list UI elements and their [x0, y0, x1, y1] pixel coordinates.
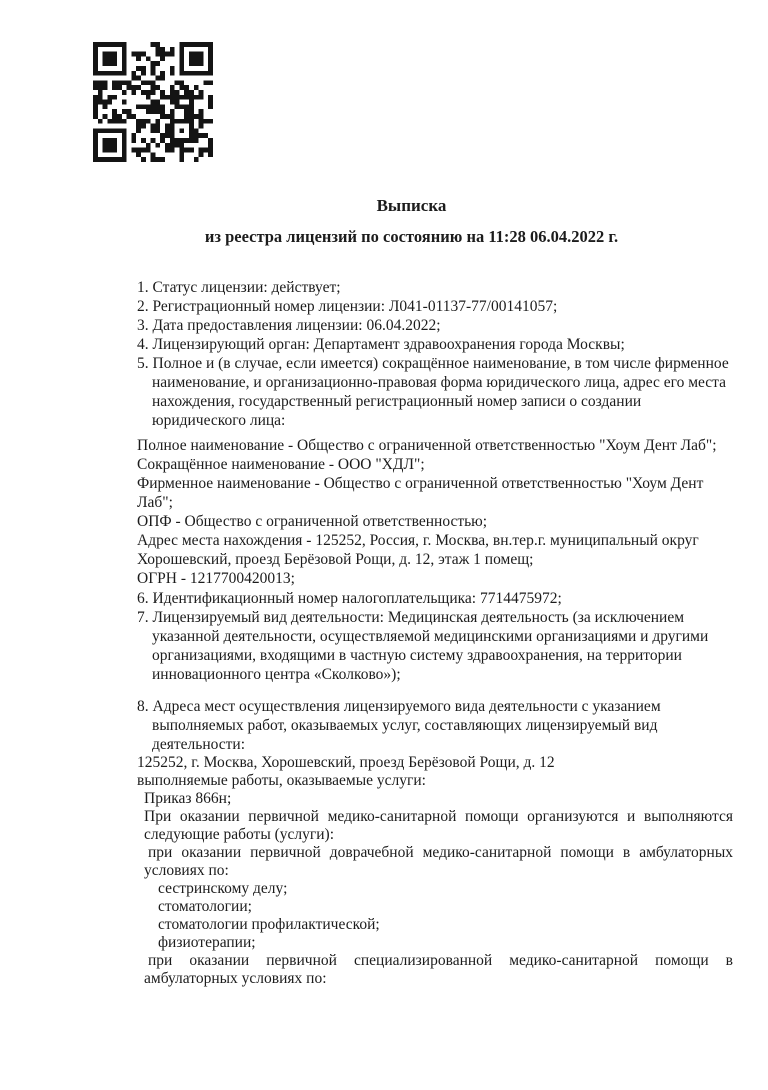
specialized-care-paragraph: при оказании первичной специализированной медико-санитарной помощи в амбулаторных условиях по:	[144, 952, 733, 987]
item-number: 7.	[137, 609, 149, 626]
org-detail-line-legal-form: ОПФ - Общество с ограниченной ответственностью;	[137, 513, 488, 530]
org-details-block	[137, 436, 733, 588]
service-item-preventive-dentistry: стоматологии профилактической;	[158, 916, 380, 933]
item-activity-addresses	[137, 697, 733, 754]
item-number: 5.	[137, 355, 149, 372]
item-grant-date	[137, 316, 733, 335]
item-number: 2.	[137, 298, 149, 315]
address-works-section	[137, 754, 733, 988]
item-text: Полное и (в случае, если имеется) сокращённое наименование, в том числе фирменное наименование, и организационно-правовая форма юридического лица, адрес его места нахождения, государственный регистрационный номер записи о создании юридического лица:	[152, 355, 729, 429]
works-services-heading: выполняемые работы, оказываемые услуги:	[137, 772, 426, 789]
item-number: 1.	[137, 279, 149, 296]
item-license-status	[137, 278, 733, 297]
item-text: Лицензирующий орган: Департамент здравоохранения города Москвы;	[152, 336, 625, 353]
org-detail-line-short-name: Сокращённое наименование - ООО "ХДЛ";	[137, 456, 425, 473]
service-item-physiotherapy: физиотерапии;	[158, 934, 256, 951]
item-text: Дата предоставления лицензии: 06.04.2022;	[152, 317, 441, 334]
org-detail-line-address: Адрес места нахождения - 125252, Россия, г. Москва, вн.тер.г. муниципальный округ	[137, 532, 699, 549]
service-item-dentistry: стоматологии;	[158, 898, 252, 915]
primary-care-paragraph: При оказании первичной медико-санитарной помощи организуются и выполняются следующие работы (услуги):	[144, 808, 733, 843]
item-text: Идентификационный номер налогоплательщика: 7714475972;	[152, 590, 562, 607]
item-text: Лицензируемый вид деятельности: Медицинская деятельность (за исключением указанной деятельности, осуществляемой медицинскими организациями и другими организациями, входящими в частную систему здравоохранения, на территории инновационного центра «Сколково»);	[152, 609, 709, 683]
document-title: Выписка	[376, 196, 447, 215]
item-number: 6.	[137, 590, 149, 607]
item-licensed-activity	[137, 608, 733, 684]
item-number: 3.	[137, 317, 149, 334]
item-licensing-authority	[137, 335, 733, 354]
org-detail-line-brand-name-cont: Лаб";	[137, 494, 173, 511]
item-number: 4.	[137, 336, 149, 353]
order-reference: Приказ 866н;	[144, 790, 232, 807]
item-text: Статус лицензии: действует;	[152, 279, 341, 296]
org-detail-line-full-name: Полное наименование - Общество с ограниченной ответственностью "Хоум Дент Лаб";	[137, 437, 717, 454]
item-taxpayer-number	[137, 589, 733, 608]
item-number: 8.	[137, 698, 149, 715]
license-address-line: 125252, г. Москва, Хорошевский, проезд Берёзовой Рощи, д. 12	[137, 754, 555, 771]
prehospital-care-paragraph: при оказании первичной доврачебной медико-санитарной помощи в амбулаторных условиях по:	[144, 844, 733, 879]
org-detail-line-brand-name: Фирменное наименование - Общество с ограниченной ответственностью "Хоум Дент	[137, 475, 704, 492]
document-body	[137, 278, 733, 988]
org-detail-line-ogrn: ОГРН - 1217700420013;	[137, 570, 295, 587]
org-detail-line-address-cont: Хорошевский, проезд Берёзовой Рощи, д. 12, этаж 1 помещ;	[137, 551, 534, 568]
document-subtitle: из реестра лицензий по состоянию на 11:28 06.04.2022 г.	[204, 227, 619, 246]
service-item-nursing: сестринскому делу;	[158, 880, 288, 897]
item-registration-number	[137, 297, 733, 316]
license-extract	[90, 195, 733, 988]
item-text: Адреса мест осуществления лицензируемого вида деятельности с указанием выполняемых работ, оказываемых услуг, составляющих лицензируемый вид деятельности:	[152, 698, 661, 753]
item-name-and-form	[137, 354, 733, 430]
qr-code	[93, 42, 213, 162]
item-text: Регистрационный номер лицензии: Л041-01137-77/00141057;	[152, 298, 558, 315]
